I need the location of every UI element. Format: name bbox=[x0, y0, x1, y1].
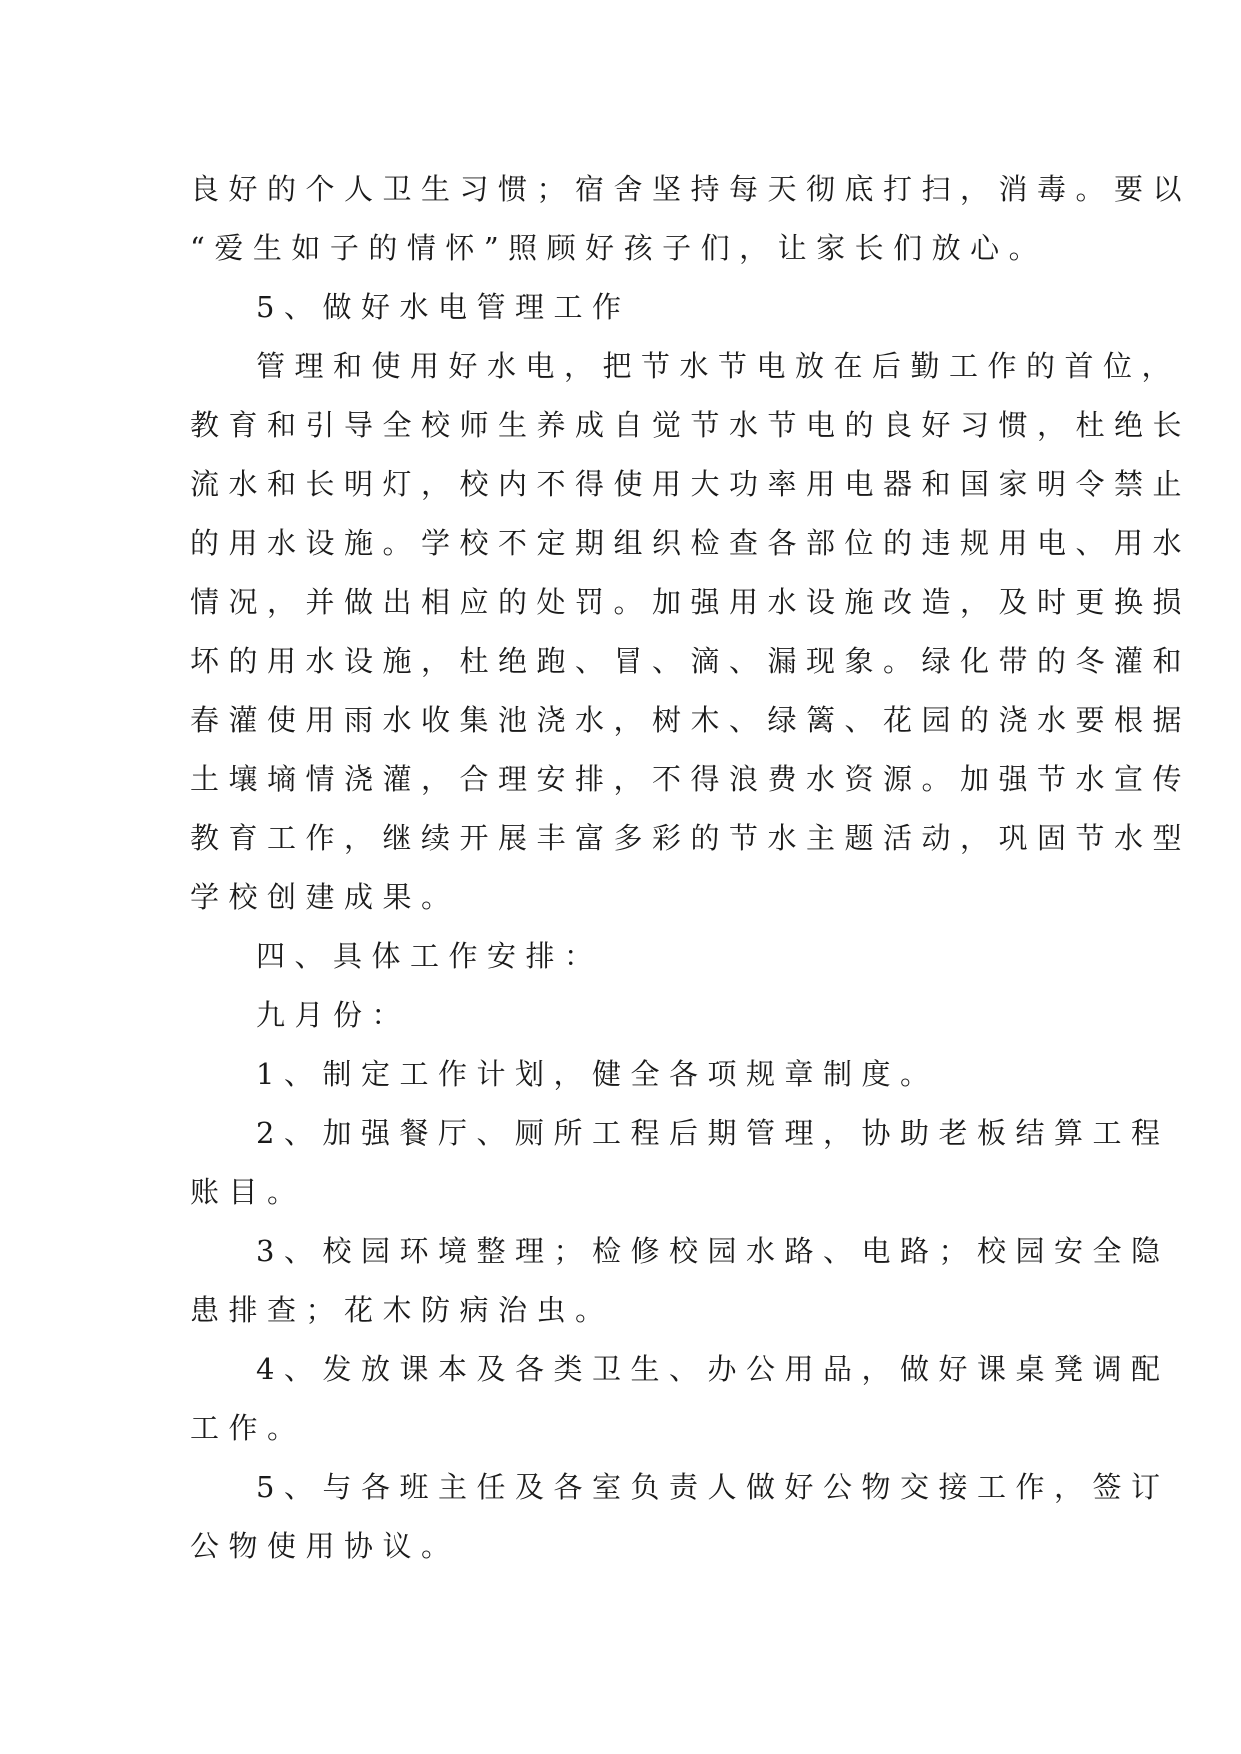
list-item: 1、制定工作计划，健全各项规章制度。 bbox=[256, 1057, 939, 1091]
paragraph-line: 教育和引导全校师生养成自觉节水节电的良好习惯，杜绝长 bbox=[190, 408, 1192, 442]
paragraph-line: 情况，并做出相应的处罚。加强用水设施改造，及时更换损 bbox=[190, 585, 1192, 619]
paragraph-line: 土壤墒情浇灌，合理安排，不得浪费水资源。加强节水宣传 bbox=[190, 762, 1192, 796]
month-heading: 九月份： bbox=[256, 998, 411, 1032]
list-item: 5、与各班主任及各室负责人做好公物交接工作，签订 bbox=[256, 1470, 1170, 1504]
list-item-continuation: 账目。 bbox=[190, 1175, 306, 1209]
paragraph-line: 坏的用水设施，杜绝跑、冒、滴、漏现象。绿化带的冬灌和 bbox=[190, 644, 1192, 678]
paragraph-line: “爱生如子的情怀”照顾好孩子们，让家长们放心。 bbox=[190, 231, 1048, 265]
paragraph-line: 教育工作，继续开展丰富多彩的节水主题活动，巩固节水型 bbox=[190, 821, 1192, 855]
list-item: 2、加强餐厅、厕所工程后期管理，协助老板结算工程 bbox=[256, 1116, 1170, 1150]
paragraph-line: 的用水设施。学校不定期组织检查各部位的违规用电、用水 bbox=[190, 526, 1192, 560]
paragraph-line: 春灌使用雨水收集池浇水，树木、绿篱、花园的浇水要根据 bbox=[190, 703, 1192, 737]
list-item: 4、发放课本及各类卫生、办公用品，做好课桌凳调配 bbox=[256, 1352, 1170, 1386]
list-item-continuation: 工作。 bbox=[190, 1411, 306, 1445]
document-body bbox=[190, 160, 1192, 1576]
paragraph-line: 流水和长明灯，校内不得使用大功率用电器和国家明令禁止 bbox=[190, 467, 1192, 501]
paragraph-line: 学校创建成果。 bbox=[190, 880, 460, 914]
paragraph-line: 管理和使用好水电，把节水节电放在后勤工作的首位， bbox=[256, 349, 1181, 383]
list-item-continuation: 公物使用协议。 bbox=[190, 1529, 460, 1563]
section-heading: 四、具体工作安排： bbox=[256, 939, 603, 973]
list-item: 3、校园环境整理；检修校园水路、电路；校园安全隐 bbox=[256, 1234, 1170, 1268]
paragraph-line: 良好的个人卫生习惯；宿舍坚持每天彻底打扫，消毒。要以 bbox=[190, 172, 1192, 206]
section-heading: 5、做好水电管理工作 bbox=[256, 290, 631, 324]
list-item-continuation: 患排查；花木防病治虫。 bbox=[190, 1293, 614, 1327]
